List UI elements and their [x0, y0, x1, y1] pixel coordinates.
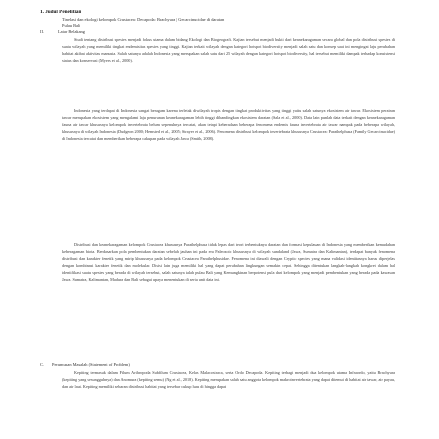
section-heading: Latar Belakang — [58, 29, 85, 34]
paragraph: Indonesia yang terdapat di Indonesia sangat beragam karena terletak diwilayah tropis dengan tingkat produktivitas yang tinggi yaitu salah satunya ekosistem air tawar. Ekosistem perairan tawar merupakan ekosistem yang mengalami laju penurunan keanekaragaman lebih tinggi dibandingkan ekosistem daratan (Sala et al., 2000). Data lain punlah data terkait dengan keanekaragaman fauna air tawar khususnya kelompok invertebrata belum sepenuhnya tercatat, akan tetapi keberadaan beberapa fenomena endemis fauna invertebrata air tawar nampak pada beberapa wilayah, khususnya di wilayah Indonesia (Dudgeon 2000; Hemsted et al., 2005; Strayer et al., 2006). Fenomena distribusi kelompok invertebrata khususnya Crustacea: Parathelphusa (Family Gecarcinucidae) di Indonesia tercatat dan memberikan beberapa cakupan pada wilayah Jawa (Smith, 2008). — [62, 108, 395, 141]
research-title-line-1: Tinelasi dan ekologi kelompok Crustacea: Decapoda: Brachyura | Gecarcinucidae di daratan — [62, 17, 225, 22]
section-heading: Perumusan Masalah (Statement of Problem) — [52, 362, 130, 367]
paragraph: Kepiting termasuk dalam Filum Arthropoda Subfilum Crustacea, Kelas Malacostraca, serta Ordo Decapoda. Kepiting terbagi menjadi dua kelompok utama Infraordo, yaitu Brachyura (kepiting yang sesungguhnya) dan Anomura (kepiting semu) (Ng et al., 2018). Kepiting merupakan salah satu anggota kelompok makroinvertebrata yang dapat ditemui di habitat air tawar, air payau, dan air laut. Kepiting memiliki sebaran distribusi habitat yang tersebar cukup luas di hingga dapat — [62, 370, 395, 389]
research-title-line-2: Pulau Bali — [62, 23, 81, 28]
paragraph: Distribusi dan keanekaragaman kelompok Crustacea khususnya Parathelphusa tidak lepas dari teori terbentuknya daratan dan formasi kepulauan di Indonesia yang memberikan kemudahan keberagaman biota. Berdasarkan pola pembentukan daratan sebelah jauhan ini pada era Paleozoic khususnya di wilayah sundaland (Jawa, Sumatra dan Kalimantan), terdapat banyak fenomena distribusi dan karakter fenetik yang mirip khususnya pada kelompok Crustacea Parathelphusidae. Fenomena ini diawali dengan Cryptic species yang mana validasi identitasnya harus diperjelas dengan kombinasi karakter fenetik dan molekular. Disisi lain juga memiliki hal yang dapat perubahan lingkungan semakin cepat. Sehingga ditentukan langkah-langkah kongkret dalam hal identifikasi suatu spesies yang berada di wilayah tersebut, salah satunya ialah pulau Bali yang Kemungkinan berpotensi pula dari kelompok yang menjadi pembentukan yang berada pada kawasan Jawa. Sumatra, Kalimantan, Madura dan Bali sebagai upaya menentukan di serta unit data ini. — [62, 242, 395, 282]
section-title: 1. Judul Penelitian — [40, 10, 82, 15]
section-marker: II. — [40, 29, 45, 34]
paragraph: Studi tentang distribusi spesies menjadi fokus utama dalam bidang Ekologi dan Biogeografi. Kajian tersebut menjadi bukti dari keanekaragaman secara global dan pola distribusi spesies di suatu wilayah yang memiliki tingkat endemisitas spesies yang tinggi. Kajian terkait wilayah dengan kategori hotspot biodiversity menjadi salah satu dan konsep saat ini mengingat laju perubahan habitat akibat aktivitas manusia. Salah satunya adalah Indonesia yang merupakan salah satu dari 25 wilayah dengan kategori hotspot biodiversity, hal tersebut memiliki dampak terhadap konsistensi status dan konservasi (Myers et al., 2000). — [62, 37, 395, 63]
section-marker: C. — [40, 362, 45, 367]
